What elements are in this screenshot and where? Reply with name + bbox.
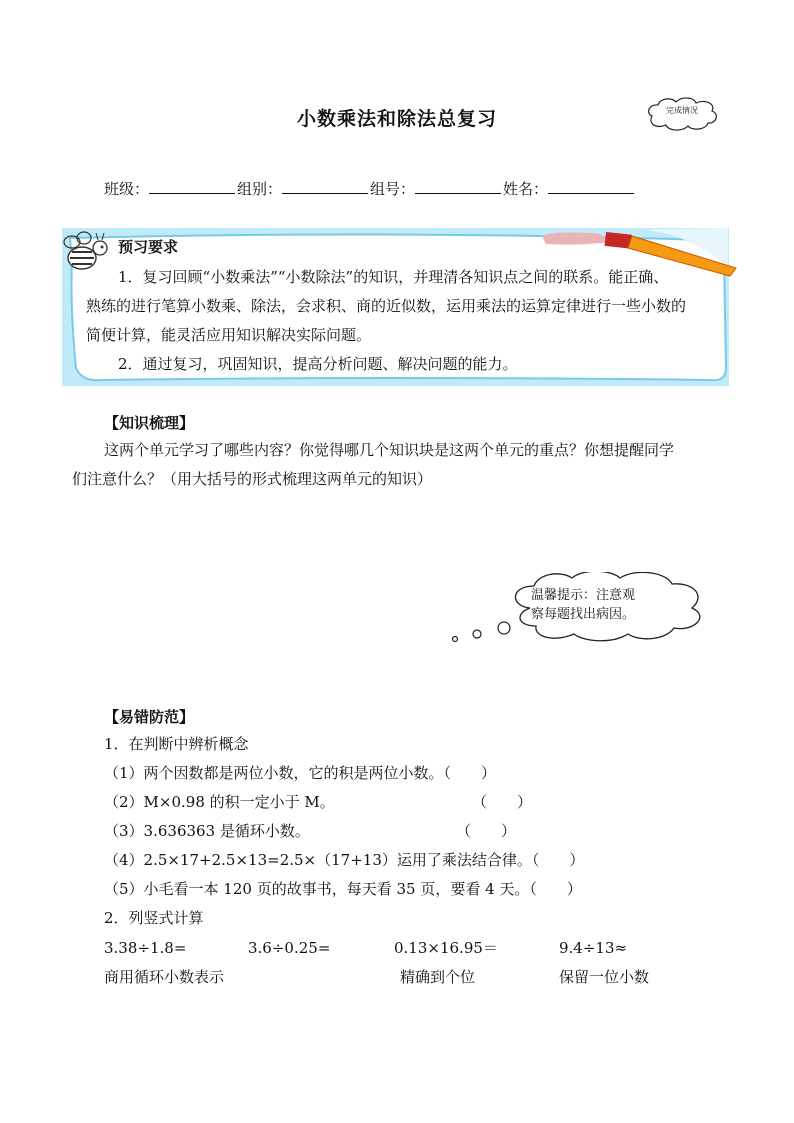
knowledge-heading: 【知识梳理】 — [104, 414, 195, 432]
number-blank[interactable] — [415, 179, 501, 194]
completion-badge — [644, 96, 720, 132]
name-blank[interactable] — [548, 179, 634, 194]
number-label: 组号： — [370, 180, 416, 198]
preview-line-4: 2．通过复习，巩固知识，提高分析问题、解决问题的能力。 — [118, 355, 518, 373]
preview-line-2: 熟练的进行笔算小数乘、除法，会求积、商的近似数，运用乘法的运算定律进行一些小数的 — [86, 297, 687, 315]
errors-question-2: 2．列竖式计算 — [104, 909, 204, 927]
judgement-item-3: （3）3.636363 是循环小数。 — [104, 822, 310, 840]
judgement-paren-3[interactable]: （ ） — [456, 822, 517, 840]
judgement-item-2: （2）M×0.98 的积一定小于 M。 — [104, 793, 335, 811]
tip-text — [531, 586, 651, 624]
student-info-row — [104, 178, 636, 199]
knowledge-line-2: 们注意什么？（用大括号的形式梳理这两单元的知识） — [72, 470, 433, 488]
judgement-paren-2[interactable]: （ ） — [472, 793, 533, 811]
name-label: 姓名： — [503, 180, 549, 198]
group-label: 组别： — [237, 180, 283, 198]
calc-2: 3.6÷0.25= — [248, 939, 331, 957]
preview-heading: 预习要求 — [118, 238, 179, 256]
class-label: 班级： — [104, 180, 150, 198]
calc-note-4: 保留一位小数 — [559, 968, 650, 986]
tip-line-1: 温馨提示：注意观 — [531, 588, 636, 603]
calc-4: 9.4÷13≈ — [559, 939, 628, 957]
tip-line-2: 察每题找出病因。 — [531, 607, 636, 622]
tip-thought-cloud — [444, 572, 724, 644]
judgement-item-4: （4）2.5×17+2.5×13=2.5×（17+13）运用了乘法结合律。（ ） — [104, 851, 585, 869]
knowledge-line-1: 这两个单元学习了哪些内容？你觉得哪几个知识块是这两个单元的重点？你想提醒同学 — [104, 441, 675, 459]
badge-label: 完成情况 — [666, 106, 698, 115]
preview-requirements-box — [62, 228, 729, 386]
judgement-item-5: （5）小毛看一本 120 页的故事书，每天看 35 页，要看 4 天。（ ） — [104, 880, 582, 898]
calc-note-1: 商用循环小数表示 — [104, 968, 225, 986]
bee-icon — [62, 230, 110, 276]
preview-line-3: 简便计算，能灵活应用知识解决实际问题。 — [86, 326, 372, 344]
class-blank[interactable] — [149, 179, 235, 194]
calc-3: 0.13×16.95＝ — [394, 939, 498, 957]
calc-1: 3.38÷1.8= — [104, 939, 187, 957]
errors-heading: 【易错防范】 — [104, 708, 195, 726]
calc-note-3: 精确到个位 — [400, 968, 476, 986]
judgement-item-1: （1）两个因数都是两位小数，它的积是两位小数。（ ） — [104, 764, 497, 782]
preview-line-1: 1．复习回顾“小数乘法”“小数除法”的知识，并理清各知识点之间的联系。能正确、 — [118, 268, 669, 286]
page-title: 小数乘法和除法总复习 — [296, 108, 497, 130]
errors-question-1: 1．在判断中辨析概念 — [104, 735, 249, 753]
group-blank[interactable] — [282, 179, 368, 194]
